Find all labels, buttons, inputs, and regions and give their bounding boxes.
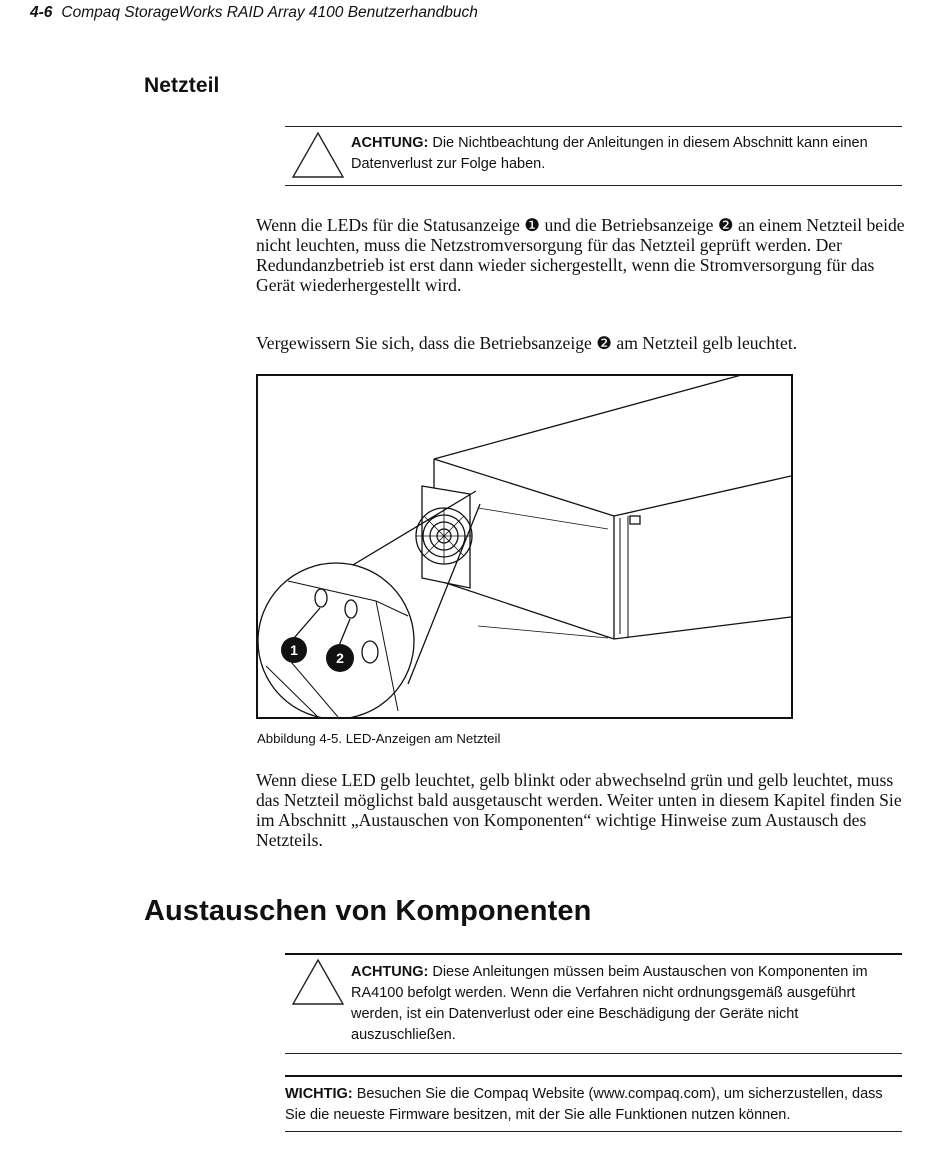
caution-rule-top <box>285 126 902 127</box>
led-callout-1 <box>281 637 307 663</box>
svg-text:2: 2 <box>336 650 344 666</box>
paragraph-check-led: Vergewissern Sie sich, dass die Betriebsanzeige ❷ am Netzteil gelb leuchtet. <box>256 333 798 353</box>
caution-label: ACHTUNG: <box>351 135 429 151</box>
warning-triangle-icon <box>290 130 346 180</box>
important-rule-bottom <box>285 1131 902 1132</box>
caution-label: ACHTUNG: <box>351 964 429 980</box>
caution-note-components <box>351 962 903 1046</box>
led-callout-2 <box>326 644 354 672</box>
section-heading-austauschen: Austauschen von Komponenten <box>144 895 592 927</box>
paragraph-replace-soon: Wenn diese LED gelb leuchtet, gelb blinkt oder abwechselnd grün und gelb leuchtet, muss das Netzteil möglichst bald ausgetauscht werden. Weiter unten in diesem Kapitel finden Sie im Abschnitt „Austauschen von Komponenten“ wichtige Hinweise zum Austausch des Netzteils. <box>256 770 902 850</box>
caution-rule-bottom <box>285 185 902 186</box>
paragraph-led-off: Wenn die LEDs für die Statusanzeige ❶ und die Betriebsanzeige ❷ an einem Netzteil beide nicht leuchten, muss die Netzstromversorgung für das Netzteil geprüft werden. Der Redundanzbetrieb ist erst dann wieder sichergestellt, wenn die Stromversorgung für das Gerät wiederhergestellt wird. <box>256 215 905 295</box>
book-title: Compaq StorageWorks RAID Array 4100 Benutzerhandbuch <box>61 4 478 21</box>
page-number: 4-6 <box>30 4 53 21</box>
caution-text: Diese Anleitungen müssen beim Austauschen von Komponenten im RA4100 befolgt werden. Wenn die Verfahren nicht ordnungsgemäß ausgeführt werden, ist ein Datenverlust oder eine Beschädigung der Geräte nicht auszuschließen. <box>351 964 868 1043</box>
important-note <box>285 1084 903 1126</box>
power-supply-illustration <box>258 376 791 717</box>
caution-note <box>351 133 903 175</box>
figure-caption: Abbildung 4-5. LED-Anzeigen am Netzteil <box>257 731 501 746</box>
running-header <box>30 4 478 22</box>
section-heading-netzteil: Netzteil <box>144 74 220 97</box>
important-label: WICHTIG: <box>285 1086 353 1102</box>
caution-rule-top-2 <box>285 953 902 955</box>
warning-triangle-icon <box>290 957 346 1007</box>
caution-text: Die Nichtbeachtung der Anleitungen in diesem Abschnitt kann einen Datenverlust zur Folge haben. <box>351 135 868 172</box>
figure-power-supply-leds <box>256 374 793 719</box>
important-text: Besuchen Sie die Compaq Website (www.compaq.com), um sicherzustellen, dass Sie die neueste Firmware besitzen, mit der Sie alle Funktionen nutzen können. <box>285 1086 883 1123</box>
caution-rule-bottom-2 <box>285 1053 902 1054</box>
svg-text:1: 1 <box>290 642 298 658</box>
important-rule-top <box>285 1075 902 1077</box>
